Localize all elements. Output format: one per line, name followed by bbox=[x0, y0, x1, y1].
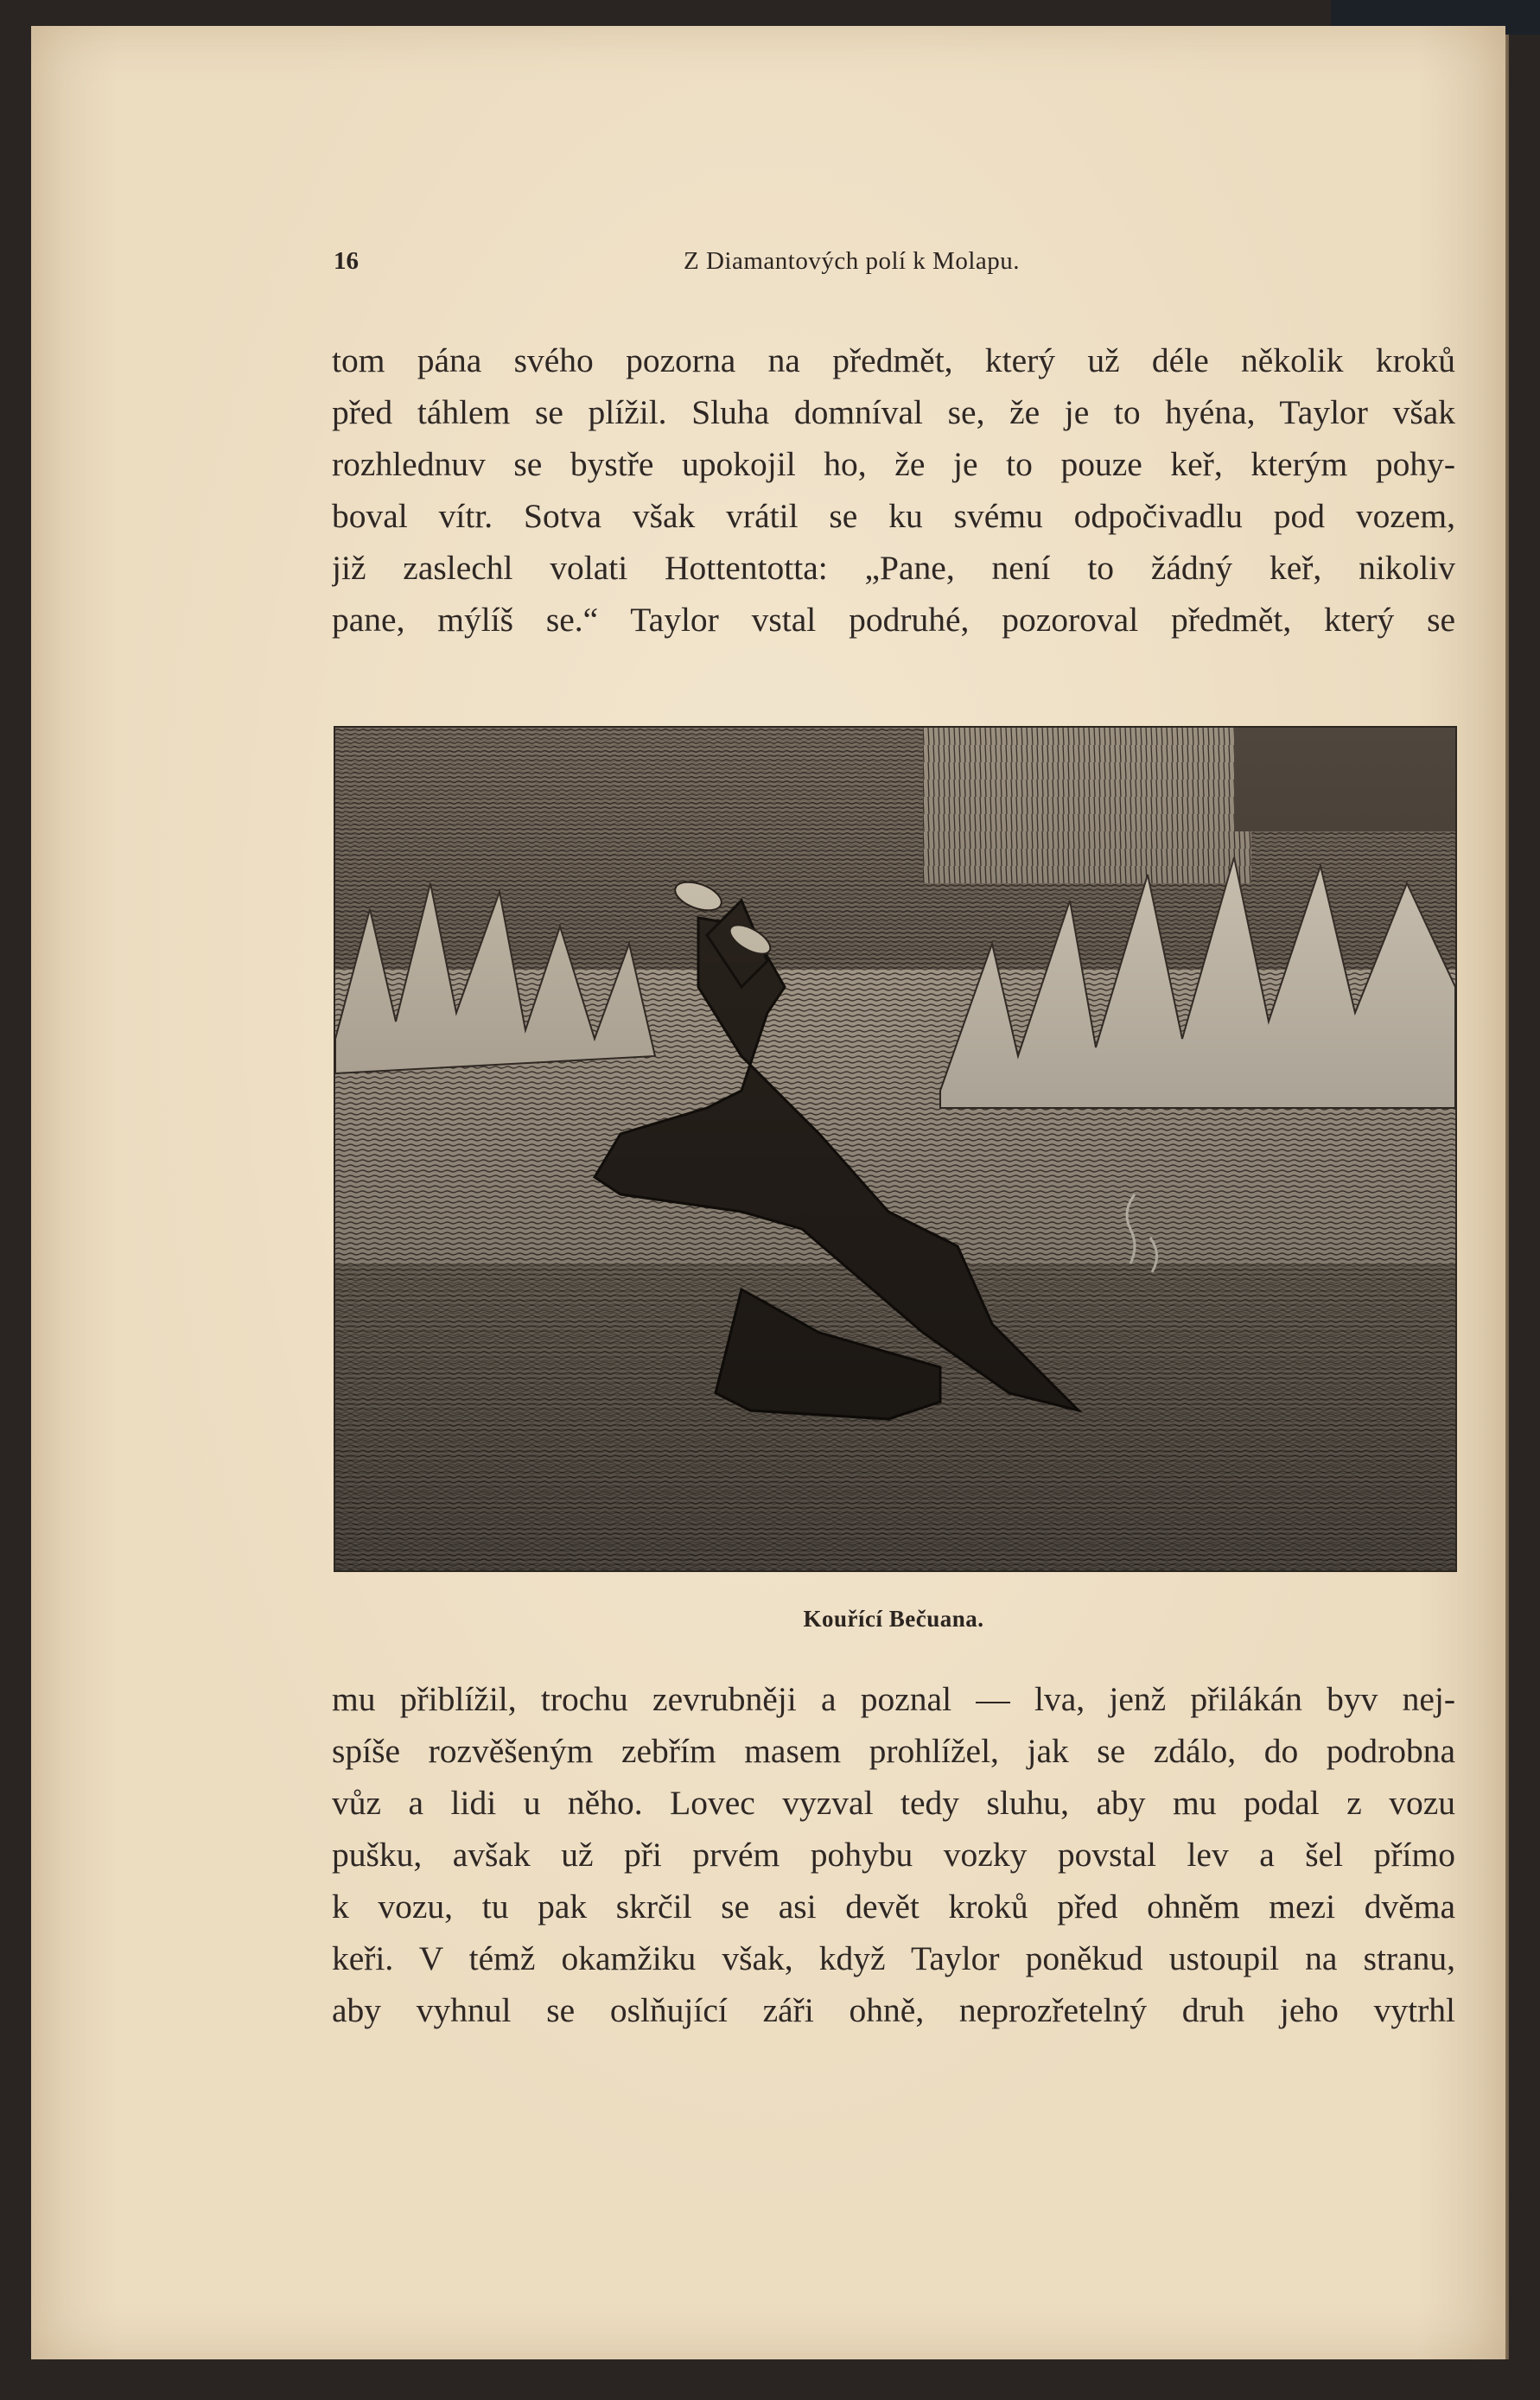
running-title: Z Diamantových polí k Molapu. bbox=[684, 247, 1021, 275]
engraving-illustration bbox=[334, 726, 1457, 1572]
text-line: pušku, avšak už při prvém pohybu vozky povstal lev a šel přímo bbox=[332, 1836, 1455, 1874]
text-line: boval vítr. Sotva však vrátil se ku svému odpočivadlu pod vozem, bbox=[332, 497, 1455, 535]
paragraph-bottom bbox=[332, 1673, 1455, 2036]
text-line: vůz a lidi u něho. Lovec vyzval tedy sluhu, aby mu podal z vozu bbox=[332, 1784, 1455, 1822]
paragraph-top bbox=[332, 334, 1455, 646]
text-line: k vozu, tu pak skrčil se asi devět kroků před ohněm mezi dvěma bbox=[332, 1888, 1455, 1926]
text-line: před táhlem se plížil. Sluha domníval se, že je to hyéna, Taylor však bbox=[332, 393, 1455, 431]
text-line: rozhlednuv se bystře upokojil ho, že je to pouze keř, kterým pohy- bbox=[332, 445, 1455, 483]
figure-caption: Kouřící Bečuana. bbox=[803, 1606, 984, 1632]
text-line: aby vyhnul se oslňující záři ohně, neprozřetelný druh jeho vytrhl bbox=[332, 1991, 1455, 2029]
text-line: keři. V témž okamžiku však, když Taylor poněkud ustoupil na stranu, bbox=[332, 1939, 1455, 1977]
page-number: 16 bbox=[334, 247, 359, 275]
text-line: již zaslechl volati Hottentotta: „Pane, není to žádný keř, nikoliv bbox=[332, 549, 1455, 587]
text-line: mu přiblížil, trochu zevrubněji a poznal — lva, jenž přilákán byv nej- bbox=[332, 1680, 1455, 1718]
running-head bbox=[334, 247, 1111, 282]
engraving-drawing bbox=[335, 728, 1455, 1570]
text-line: pane, mýlíš se.“ Taylor vstal podruhé, pozoroval předmět, který se bbox=[332, 601, 1455, 639]
text-line: tom pána svého pozorna na předmět, který už déle několik kroků bbox=[332, 341, 1455, 379]
text-line: spíše rozvěšeným zebřím masem prohlížel, jak se zdálo, do podrobna bbox=[332, 1732, 1455, 1770]
